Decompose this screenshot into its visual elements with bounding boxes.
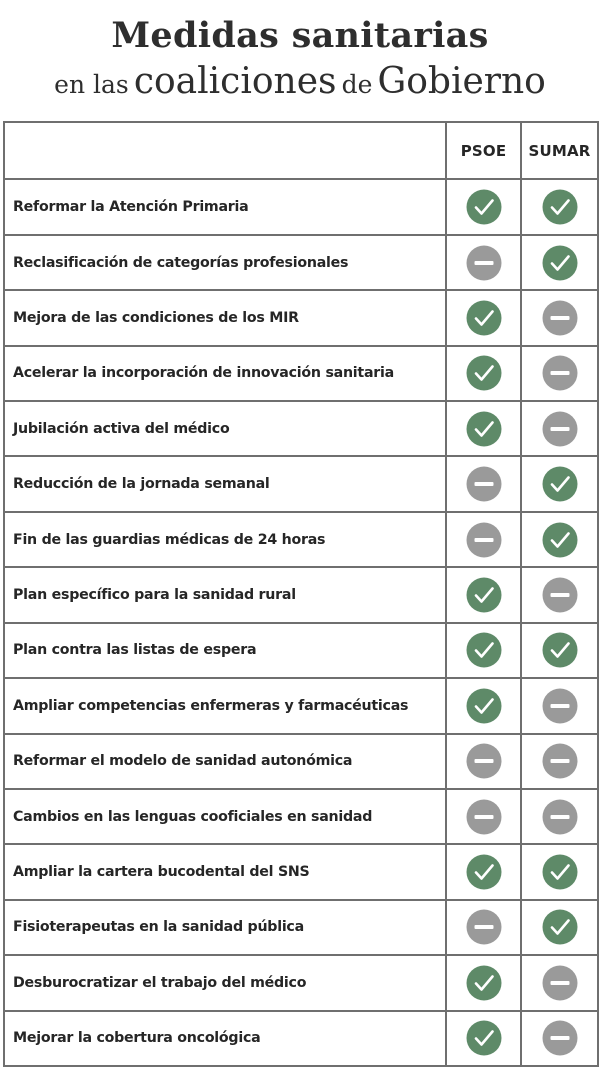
table-row (4, 844, 598, 899)
sumar-mark (521, 346, 598, 401)
table-row (4, 235, 598, 290)
psoe-mark (446, 179, 521, 234)
check-icon (466, 688, 502, 724)
minus-icon (542, 1020, 578, 1056)
check-icon (466, 632, 502, 668)
psoe-mark (446, 789, 521, 844)
header-empty-cell (4, 122, 446, 179)
sumar-mark (521, 955, 598, 1010)
measure-label: Reducción de la jornada semanal (4, 456, 446, 511)
sumar-mark (521, 1011, 598, 1066)
table-row (4, 734, 598, 789)
psoe-mark (446, 512, 521, 567)
measure-label: Fin de las guardias médicas de 24 horas (4, 512, 446, 567)
table-row (4, 346, 598, 401)
check-icon (542, 632, 578, 668)
measure-label: Ampliar la cartera bucodental del SNS (4, 844, 446, 899)
measure-label: Plan contra las listas de espera (4, 623, 446, 678)
psoe-mark (446, 623, 521, 678)
sumar-mark (521, 456, 598, 511)
column-header-psoe: PSOE (446, 122, 521, 179)
psoe-mark (446, 567, 521, 622)
psoe-mark (446, 290, 521, 345)
title-word-gobierno: Gobierno (377, 61, 546, 102)
check-icon (542, 466, 578, 502)
measure-label: Cambios en las lenguas cooficiales en sanidad (4, 789, 446, 844)
minus-icon (542, 965, 578, 1001)
minus-icon (466, 245, 502, 281)
psoe-mark (446, 235, 521, 290)
measure-label: Mejorar la cobertura oncológica (4, 1011, 446, 1066)
measure-label: Plan específico para la sanidad rural (4, 567, 446, 622)
minus-icon (542, 743, 578, 779)
table-header-row (4, 122, 598, 179)
sumar-mark (521, 789, 598, 844)
psoe-mark (446, 678, 521, 733)
measure-label: Mejora de las condiciones de los MIR (4, 290, 446, 345)
table-row (4, 456, 598, 511)
title-word-en-las: en las (54, 70, 129, 99)
measure-label: Ampliar competencias enfermeras y farmacéuticas (4, 678, 446, 733)
table-row (4, 623, 598, 678)
psoe-mark (446, 456, 521, 511)
sumar-mark (521, 844, 598, 899)
measures-table (3, 121, 599, 1067)
minus-icon (542, 300, 578, 336)
sumar-mark (521, 512, 598, 567)
check-icon (466, 411, 502, 447)
sumar-mark (521, 900, 598, 955)
title-word-de: de (341, 70, 373, 99)
check-icon (466, 189, 502, 225)
measure-label: Acelerar la incorporación de innovación sanitaria (4, 346, 446, 401)
measure-label: Reclasificación de categorías profesionales (4, 235, 446, 290)
measure-label: Reformar la Atención Primaria (4, 179, 446, 234)
table-row (4, 179, 598, 234)
minus-icon (542, 688, 578, 724)
minus-icon (466, 466, 502, 502)
check-icon (542, 522, 578, 558)
sumar-mark (521, 179, 598, 234)
sumar-mark (521, 401, 598, 456)
measure-label: Jubilación activa del médico (4, 401, 446, 456)
psoe-mark (446, 844, 521, 899)
check-icon (542, 909, 578, 945)
psoe-mark (446, 734, 521, 789)
psoe-mark (446, 346, 521, 401)
check-icon (466, 300, 502, 336)
sumar-mark (521, 623, 598, 678)
sumar-mark (521, 290, 598, 345)
psoe-mark (446, 1011, 521, 1066)
table-row (4, 1011, 598, 1066)
title-word-coaliciones: coaliciones (133, 61, 337, 102)
minus-icon (466, 799, 502, 835)
page-title (0, 14, 600, 110)
title-line-2 (0, 60, 600, 110)
minus-icon (542, 411, 578, 447)
check-icon (466, 854, 502, 890)
table-row (4, 401, 598, 456)
check-icon (466, 965, 502, 1001)
measure-label: Reformar el modelo de sanidad autonómica (4, 734, 446, 789)
table-row (4, 290, 598, 345)
sumar-mark (521, 567, 598, 622)
measure-label: Desburocratizar el trabajo del médico (4, 955, 446, 1010)
minus-icon (542, 577, 578, 613)
check-icon (466, 355, 502, 391)
sumar-mark (521, 235, 598, 290)
table-row (4, 900, 598, 955)
table-row (4, 678, 598, 733)
check-icon (466, 577, 502, 613)
table-row (4, 567, 598, 622)
measure-label: Fisioterapeutas en la sanidad pública (4, 900, 446, 955)
sumar-mark (521, 734, 598, 789)
minus-icon (542, 355, 578, 391)
minus-icon (542, 799, 578, 835)
minus-icon (466, 909, 502, 945)
table-row (4, 955, 598, 1010)
minus-icon (466, 522, 502, 558)
check-icon (542, 245, 578, 281)
psoe-mark (446, 900, 521, 955)
check-icon (466, 1020, 502, 1056)
sumar-mark (521, 678, 598, 733)
psoe-mark (446, 401, 521, 456)
check-icon (542, 854, 578, 890)
table-row (4, 789, 598, 844)
table-row (4, 512, 598, 567)
minus-icon (466, 743, 502, 779)
title-line-1: Medidas sanitarias (111, 15, 489, 56)
check-icon (542, 189, 578, 225)
column-header-sumar: SUMAR (521, 122, 598, 179)
psoe-mark (446, 955, 521, 1010)
